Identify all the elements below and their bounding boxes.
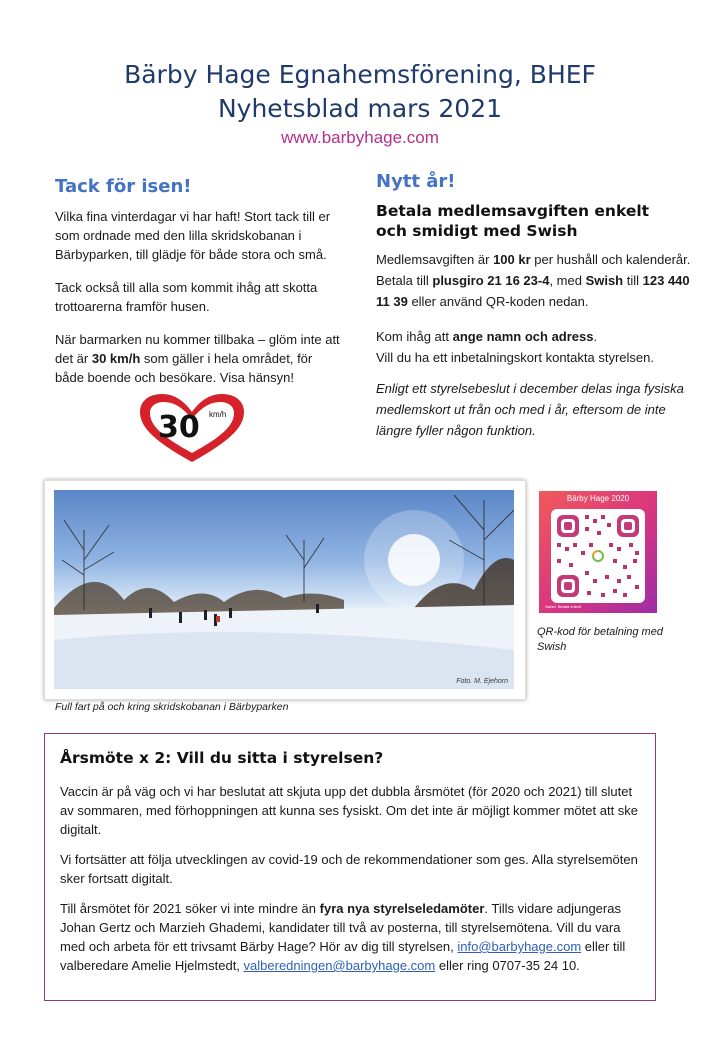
photo-frame (44, 480, 526, 700)
tack-heading: Tack för isen! (55, 176, 192, 197)
swish-subheading: Betala medlemsavgiften enkelt och smidigt med Swish (376, 202, 650, 240)
right-paragraph-3: Enligt ett styrelsebeslut i december delas inga fysiska medlemskort ut från och med i år, eftersom de inte längre fyller någon funktion. (376, 381, 684, 438)
left-paragraph-2: Tack också till alla som kommit ihåg att skotta trottoarerna framför husen. (55, 280, 318, 314)
box-paragraph-2: Vi fortsätter att följa utvecklingen av covid-19 och de rekommendationer som ges. Alla styrelsemöten sker fortsatt digitalt. (60, 852, 638, 886)
left-paragraph-3: När barmarken nu kommer tillbaka – glöm inte att det är 30 km/h som gäller i hela området, för både boende och besökare. Visa hänsyn! (55, 332, 340, 385)
photo-caption: Full fart på och kring skridskobanan i Bärbyparken (55, 701, 289, 713)
right-column-text (376, 249, 696, 455)
park-photo (54, 490, 514, 689)
swish-qr-card[interactable] (539, 491, 657, 613)
annual-meeting-text (60, 782, 645, 975)
left-column-text (55, 207, 340, 401)
qr-caption: QR-kod för betalning med Swish (537, 626, 663, 653)
photo-credit: Foto. M. Ejehorn (456, 678, 508, 685)
website-url[interactable]: www.barbyhage.com (281, 128, 439, 147)
box-paragraph-1: Vaccin är på väg och vi har beslutat att skjuta upp det dubbla årsmötet (för 2020 och 2021) till slutet av sommaren, med förhoppningen att kunna ses fysiskt. Om det inte är möjligt kommer mötet att ske digitalt. (60, 784, 639, 837)
valberedning-email-link[interactable]: valberedningen@barbyhage.com (243, 958, 436, 973)
right-paragraph-1: Medlemsavgiften är 100 kr per hushåll och kalenderår. Betala till plusgiro 21 16 23-4, med Swish till 123 440 11 39 eller använd QR-koden nedan. (376, 252, 691, 309)
nytt-ar-heading: Nytt år! (376, 171, 456, 192)
box-paragraph-3: Till årsmötet för 2021 söker vi inte mindre än fyra nya styrelseledamöter. Tills vidare adjungeras Johan Gertz och Marzieh Ghademi, kandidater till två av posterna, till styrelsemötena. Vill du vara med och arbeta för ett trivsamt Bärby Hage? Hör av dig till styrelsen, info@barbyhage.com eller till valberedare Amelie Hjelmstedt, valberedningen@barbyhage.com eller ring 0707-35 24 10. (60, 901, 626, 973)
annual-meeting-heading: Årsmöte x 2: Vill du sitta i styrelsen? (60, 749, 384, 767)
left-paragraph-1: Vilka fina vinterdagar vi har haft! Stort tack till er som ordnade med den lilla skridskobanan i Bärbyparken, till glädje för både stora och små. (55, 209, 331, 262)
annual-meeting-box (44, 733, 656, 1001)
speed-limit-heart-sign (136, 392, 248, 466)
info-email-link[interactable]: info@barbyhage.com (457, 939, 582, 954)
newsletter-subtitle: Nyhetsblad mars 2021 (217, 94, 503, 123)
right-paragraph-2: Kom ihåg att ange namn och adress. Vill du ha ett inbetalningskort kontakta styrelsen. (376, 329, 654, 365)
skating-rink-image (54, 490, 514, 689)
speed-unit: km/h (209, 410, 227, 419)
newsletter-title: Bärby Hage Egnahemsförening, BHEF (124, 60, 596, 89)
qr-footer: Swish. Betala enkelt (545, 604, 582, 609)
qr-code[interactable] (551, 509, 645, 603)
qr-code-icon (551, 509, 645, 603)
qr-label: Bärby Hage 2020 (566, 494, 630, 503)
speed-number: 30 (158, 410, 200, 445)
